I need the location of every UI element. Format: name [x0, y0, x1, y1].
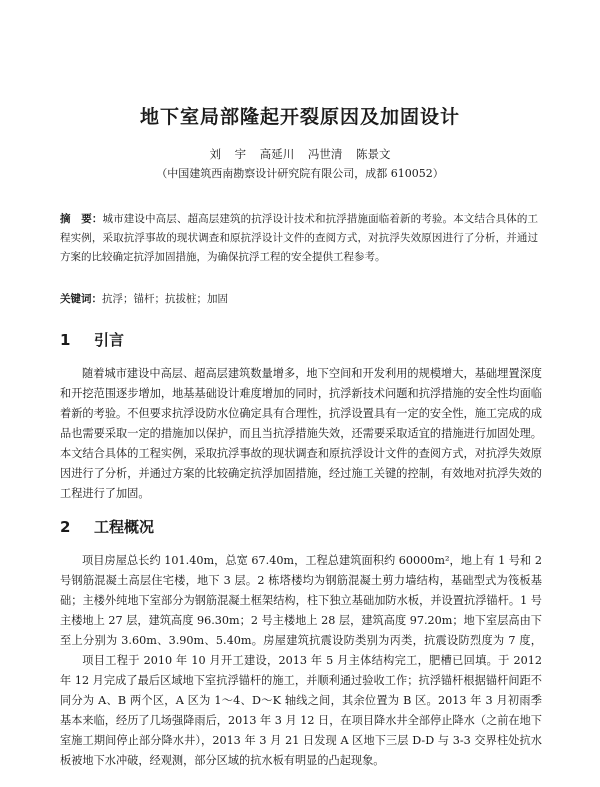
paper-affiliation: （中国建筑西南勘察设计研究院有限公司，成都 610052）: [156, 167, 444, 180]
section-heading-project-overview: [60, 516, 154, 537]
paragraph-text: 随着城市建设中高层、超高层建筑数量增多，地下空间和开发利用的规模增大，基础埋置深度和开挖范围逐步增加，地基基础设计难度增加的同时，抗浮新技术问题和抗浮措施的安全性均面临着新的考验。不但要求抗浮设防水位确定具有合理性，抗浮设置具有一定的安全性，施工完成的成品也需要采取一定的措施加以保护，而且当抗浮措施失效，还需要采取适宜的措施进行加固处理。本文结合具体的工程实例，采取抗浮事故的现状调查和原抗浮设计文件的查阅方式，对抗浮失效原因进行了分析，并通过方案的比较确定抗浮加固措施，经过施工关键的控制，有效地对抗浮失效的工程进行了加固。: [60, 367, 542, 500]
paper-title: 地下室局部隆起开裂原因及加固设计: [139, 106, 460, 128]
body-paragraph: [60, 551, 542, 651]
section-number: 2: [60, 518, 71, 536]
body-paragraph: [60, 364, 542, 504]
section-number: 1: [60, 331, 71, 349]
paragraph-text: 项目房屋总长约 101.40m，总宽 67.40m，工程总建筑面积约 60000m²，地上有 1 号和 2 号钢筋混凝土高层住宅楼，地下 3 层。2 栋塔楼均为钢筋混凝土剪力墙结构，基础型式为筏板基础；主楼外纯地下室部分为钢筋混凝土框架结构，柱下独立基础加防水板，并设置抗浮锚杆。1 号主楼地上 27 层，建筑高度 96.30m；2 号主楼地上 28 层，建筑高度 97.20m；地下室层高由下至上分别为 3.60m、3.90m、5.40m。房屋建筑抗震设防类别为丙类，抗震设防烈度为 7 度，: [60, 554, 542, 647]
body-paragraph: [60, 651, 542, 787]
keywords-label: 关键词：: [60, 293, 102, 305]
paragraph-text: 项目工程于 2010 年 10 月开工建设，2013 年 5 月主体结构完工，肥槽已回填。于 2012 年 12 月完成了最后区域地下室抗浮锚杆的施工，并顺利通过验收工作；抗浮锚杆根据锚杆间距不同分为 A、B 两个区，A 区为 1～4、D～K 轴线之间，其余位置为 B 区。2013 年 3 月初雨季基本来临，经历了几场强降雨后，2013 年 3 月 12 日，在项目降水井全部停止降水（之前在地下室施工期间停止部分降水井），2013 年 3 月 21 日发现 A 区地下三层 D-D 与 3-3 交界柱处抗水板被地下水冲破，经观测，部分区域的抗水板有明显的凸起现象。: [60, 654, 542, 767]
section-title: 引言: [94, 331, 125, 349]
section-heading-introduction: [60, 329, 124, 350]
paper-authors: 刘 宇 高延川 冯世清 陈景文: [209, 147, 391, 161]
abstract-text: 城市建设中高层、超高层建筑的抗浮设计技术和抗浮措施面临着新的考验。本文结合具体的工程实例，采取抗浮事故的现状调查和原抗浮设计文件的查阅方式，对抗浮失效原因进行了分析，并通过方案的比较确定抗浮加固措施，为确保抗浮工程的安全提供工程参考。: [60, 213, 538, 263]
keywords-text: 抗浮；锚杆；抗拔桩；加固: [102, 293, 228, 305]
abstract-label: 摘 要：: [60, 213, 103, 225]
keywords: [60, 290, 538, 309]
abstract: [60, 210, 538, 267]
section-title: 工程概况: [94, 518, 155, 536]
